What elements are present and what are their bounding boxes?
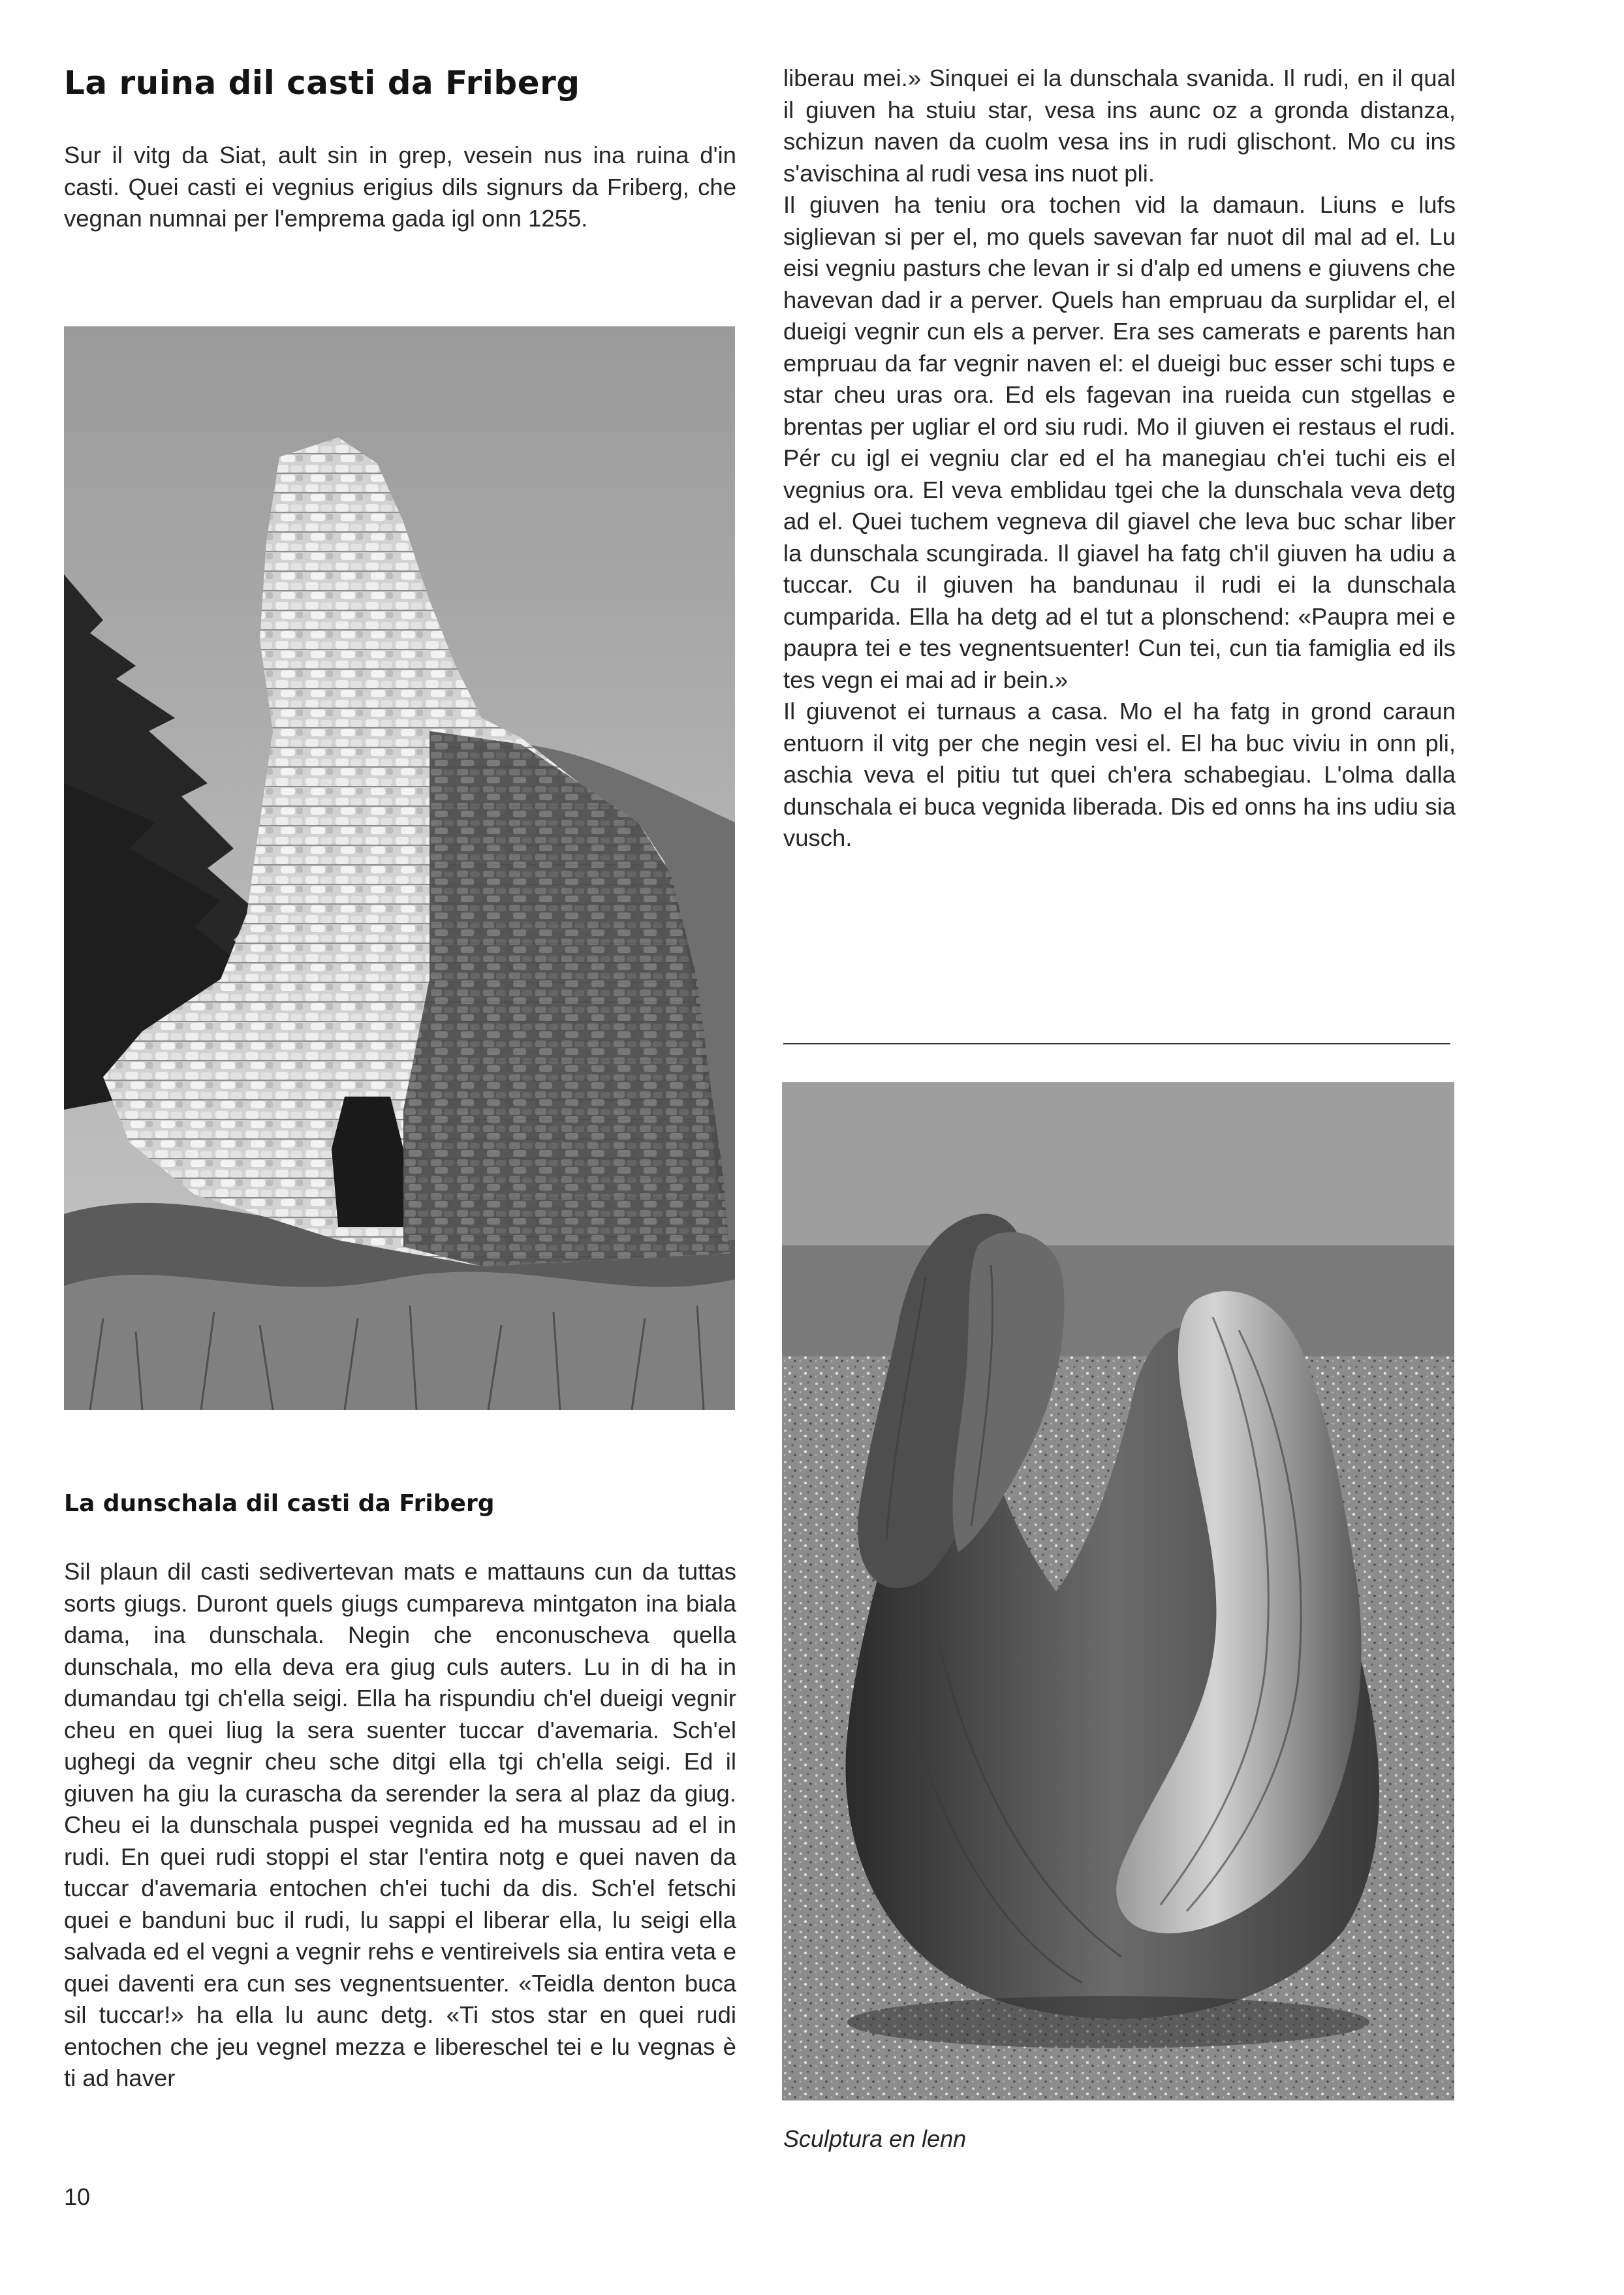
left-column — [64, 60, 736, 235]
right-column — [783, 63, 1456, 854]
section-divider — [783, 1043, 1450, 1044]
legend-paragraph-right-3: Il giuvenot ei turnaus a casa. Mo el ha fatg in grond caraun entuorn il vitg per che negin vesi el. El ha buc viviu in onn pli, aschia veva el pitiu tut quei ch'era schabegiau. L'olma dalla dunschala ei buca vegnida liberada. Dis ed onns ha ins udiu sia vusch. — [783, 698, 1456, 851]
legend-paragraph-right — [783, 63, 1456, 854]
legend-paragraph-left-text: Sil plaun dil casti sedivertevan mats e mattauns cun da tuttas sorts giugs. Duront quels giugs cumpareva mintgaton ina biala dama, ina dunschala. Negin che enconuscheva quella dunschala, mo ella deva era giug culs auters. Lu in di ha in dumandau tgi ch'ella seigi. Ella ha rispundiu ch'el dueigi vegnir cheu en quei liug la sera suenter tuccar d'avemaria. Sch'el ughegi da vegnir cheu sche ditgi ella tgi ch'ella seigi. Ed il giuven ha giu la curascha da serender la sera al plaz da giug. Cheu ei la dunschala puspei vegnida ed ha mussau ad el in rudi. En quei rudi stoppi el star l'entira notg e quei naven da tuccar d'avemaria entochen ch'ei tuchi da dis. Sch'el fetschi quei e banduni buc il rudi, lu sappi el liberar ella, lu seigi ella salvada ed el vegni a vegnir rehs e ventireivels sia entira veta e quei daventi era cun ses vegnentsuenter. «Teidla denton buca sil tuccar!» ha ella lu aunc detg. «Ti stos star en quei rudi entochen che jeu vegnel mezza e libereschel tei e lu vegnas è ti ad haver — [64, 1558, 736, 2091]
legend-title: La dunschala dil casti da Friberg — [64, 1490, 495, 1517]
page-number: 10 — [64, 2183, 91, 2210]
legend-paragraph-right-1: liberau mei.» Sinquei ei la dunschala svanida. Il rudi, en il qual il giuven ha stuiu star, vesa ins aunc oz a gronda distanza, schizun naven da cuolm vesa ins in rudi glischont. Mo cu ins s'avischina al rudi vesa ins nuot pli. — [783, 65, 1456, 187]
legend-paragraph-right-2: Il giuven ha teniu ora tochen vid la damaun. Liuns e lufs siglievan si per el, mo quels savevan far nuot dil mal ad el. Lu eisi vegniu pasturs che levan ir si d'alp ed umens e giuvens che havevan dad ir a perver. Quels han empruau da surplidar el, el dueigi vegnir cun els a perver. Era ses camerats e parents han empruau da far vegnir naven el: el dueigi buc esser schi tups e star cheu uras ora. Ed els fagevan ina rueida cun stgellas e brentas per ugliar el ord siu rudi. Mo il giuven ei restaus el rudi. Pér cu igl ei vegniu clar ed el ha manegiau ch'ei tuchi eis el vegnius ora. El veva emblidau tgei che la dunschala veva detg ad el. Quei tuchem vegneva dil giavel che leva buc schar liber la dunschala scungirada. Il giavel ha fatg ch'il giuven ha udiu a tuccar. Cu il giuven ha bandunau il rudi ei la dunschala cumparida. Ella ha detg ad el tut a plonschend: «Paupra mei e paupra tei e tes vegnentsuenter! Cun tei, cun tia famiglia ed ils tes vegn ei mai ad ir bein.» — [783, 191, 1456, 693]
sculpture-caption: Sculptura en lenn — [783, 2125, 967, 2152]
article-title: La ruina dil casti da Friberg — [64, 64, 580, 102]
intro-paragraph-text: Sur il vitg da Siat, ault sin in grep, vesein nus ina ruina d'in casti. Quei casti ei vegnius erigius dils signurs da Friberg, che vegnan numnai per l'emprema gada igl onn 1255. — [64, 142, 736, 232]
castle-ruin-photo — [64, 326, 735, 1410]
wood-sculpture-photo — [782, 1082, 1454, 2100]
legend-paragraph-left — [64, 1556, 736, 2095]
legend-left-column — [64, 1488, 736, 2095]
intro-paragraph — [64, 140, 736, 235]
